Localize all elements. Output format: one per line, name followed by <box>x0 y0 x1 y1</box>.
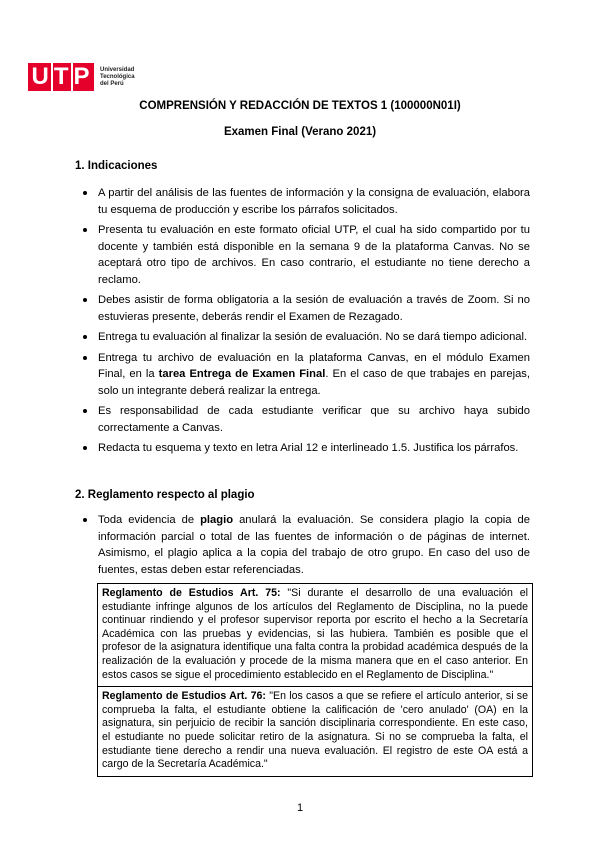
logo-wordmark <box>100 67 135 88</box>
course-title: COMPRENSIÓN Y REDACCIÓN DE TEXTOS 1 (100000N01I) <box>139 100 461 112</box>
plagiarism-list <box>75 512 530 582</box>
plagiarism-item <box>75 512 530 578</box>
regulation-label: Reglamento de Estudios Art. 75: <box>102 587 281 599</box>
plagiarism-bold-text: plagio <box>200 514 234 526</box>
regulation-text: "En los casos a que se refiere el artículo anterior, si se comprueba la falta, el estudiante obtiene la calificación de 'cero anulado' (OA) en la asignatura, sin perjuicio de recibir la sanción disciplinaria correspondiente. En este caso, el estudiante no puede solicitar retiro de la asignatura. Si no se comprueba la falta, el estudiante tiene derecho a rendir una nueva evaluación. El registro de este OA está a cargo de la Secretaría Académica." <box>102 690 528 771</box>
plagiarism-text: anulará la evaluación. Se considera plagio la copia de información parcial o total de las fuentes de información o de páginas de internet. Asimismo, el plagio aplica a la copia del trabajo de otro grupo. En caso del uso de fuentes, estas deben estar referenciadas. <box>98 514 530 576</box>
instruction-item: A partir del análisis de las fuentes de información y la consigna de evaluación, elabora tu esquema de producción y escribe los párrafos solicitados. <box>75 185 530 218</box>
logo-separator <box>51 63 53 91</box>
instruction-text: Entrega tu archivo de evaluación en la plataforma Canvas, en el módulo Examen Final, en la <box>98 351 530 380</box>
logo-line-1: Universidad <box>100 66 135 73</box>
regulation-text: "Si durante el desarrollo de una evaluación el estudiante infringe algunos de los artículos del Reglamento de Disciplina, no la puede continuar rindiendo y el profesor supervisor reporta por escrito el hecho a la Secretaría Académica con las pruebas y evidencias, si las hubiera. También es posible que el profesor de la asignatura identifique una falta contra la probidad académica después de la realización de la evaluación y procede de la misma manera que en el caso anterior. En estos casos se sigue el procedimiento establecido en el Reglamento de Disciplina." <box>102 587 528 681</box>
instruction-item <box>75 350 530 400</box>
section-2-heading: 2. Reglamento respecto al plagio <box>75 489 255 501</box>
logo-letter-u: U <box>31 63 50 90</box>
exam-title: Examen Final (Verano 2021) <box>223 126 377 138</box>
logo-letter-t: T <box>53 63 70 90</box>
instructions-list <box>75 185 530 461</box>
instruction-text: . En el caso de que trabajes en parejas, solo un integrante deberá realizar la entrega. <box>98 368 530 397</box>
instruction-item: Debes asistir de forma obligatoria a la sesión de evaluación a través de Zoom. Si no estuvieras presente, deberás rendir el Examen de Rezagado. <box>75 292 530 325</box>
instruction-item: Entrega tu evaluación al finalizar la sesión de evaluación. No se dará tiempo adicional. <box>75 329 530 346</box>
instruction-bold-text: tarea Entrega de Examen Final <box>158 368 326 380</box>
regulations-table <box>97 583 533 777</box>
section-1-heading: 1. Indicaciones <box>75 160 158 172</box>
logo-line-2: Tecnológica <box>100 73 135 80</box>
regulation-label: Reglamento de Estudios Art. 76: <box>102 690 266 703</box>
logo-separator <box>71 63 73 91</box>
utp-logo-mark <box>28 63 94 91</box>
utp-logo <box>28 63 135 91</box>
logo-line-3: del Perú <box>100 80 124 87</box>
instruction-item: Es responsabilidad de cada estudiante verificar que su archivo haya subido correctamente a Canvas. <box>75 403 530 436</box>
logo-letter-p: P <box>73 63 91 90</box>
instruction-item: Redacta tu esquema y texto en letra Arial 12 e interlineado 1.5. Justifica los párrafos. <box>75 440 530 457</box>
page-number: 1 <box>296 802 304 814</box>
instruction-item: Presenta tu evaluación en este formato oficial UTP, el cual ha sido compartido por tu docente y también está disponible en la semana 9 de la plataforma Canvas. No se aceptará otro tipo de archivos. En caso contrario, el estudiante no tiene derecho a reclamo. <box>75 222 530 288</box>
plagiarism-text: Toda evidencia de <box>98 514 201 526</box>
regulation-art-76 <box>98 686 532 776</box>
regulation-art-75 <box>98 584 532 686</box>
